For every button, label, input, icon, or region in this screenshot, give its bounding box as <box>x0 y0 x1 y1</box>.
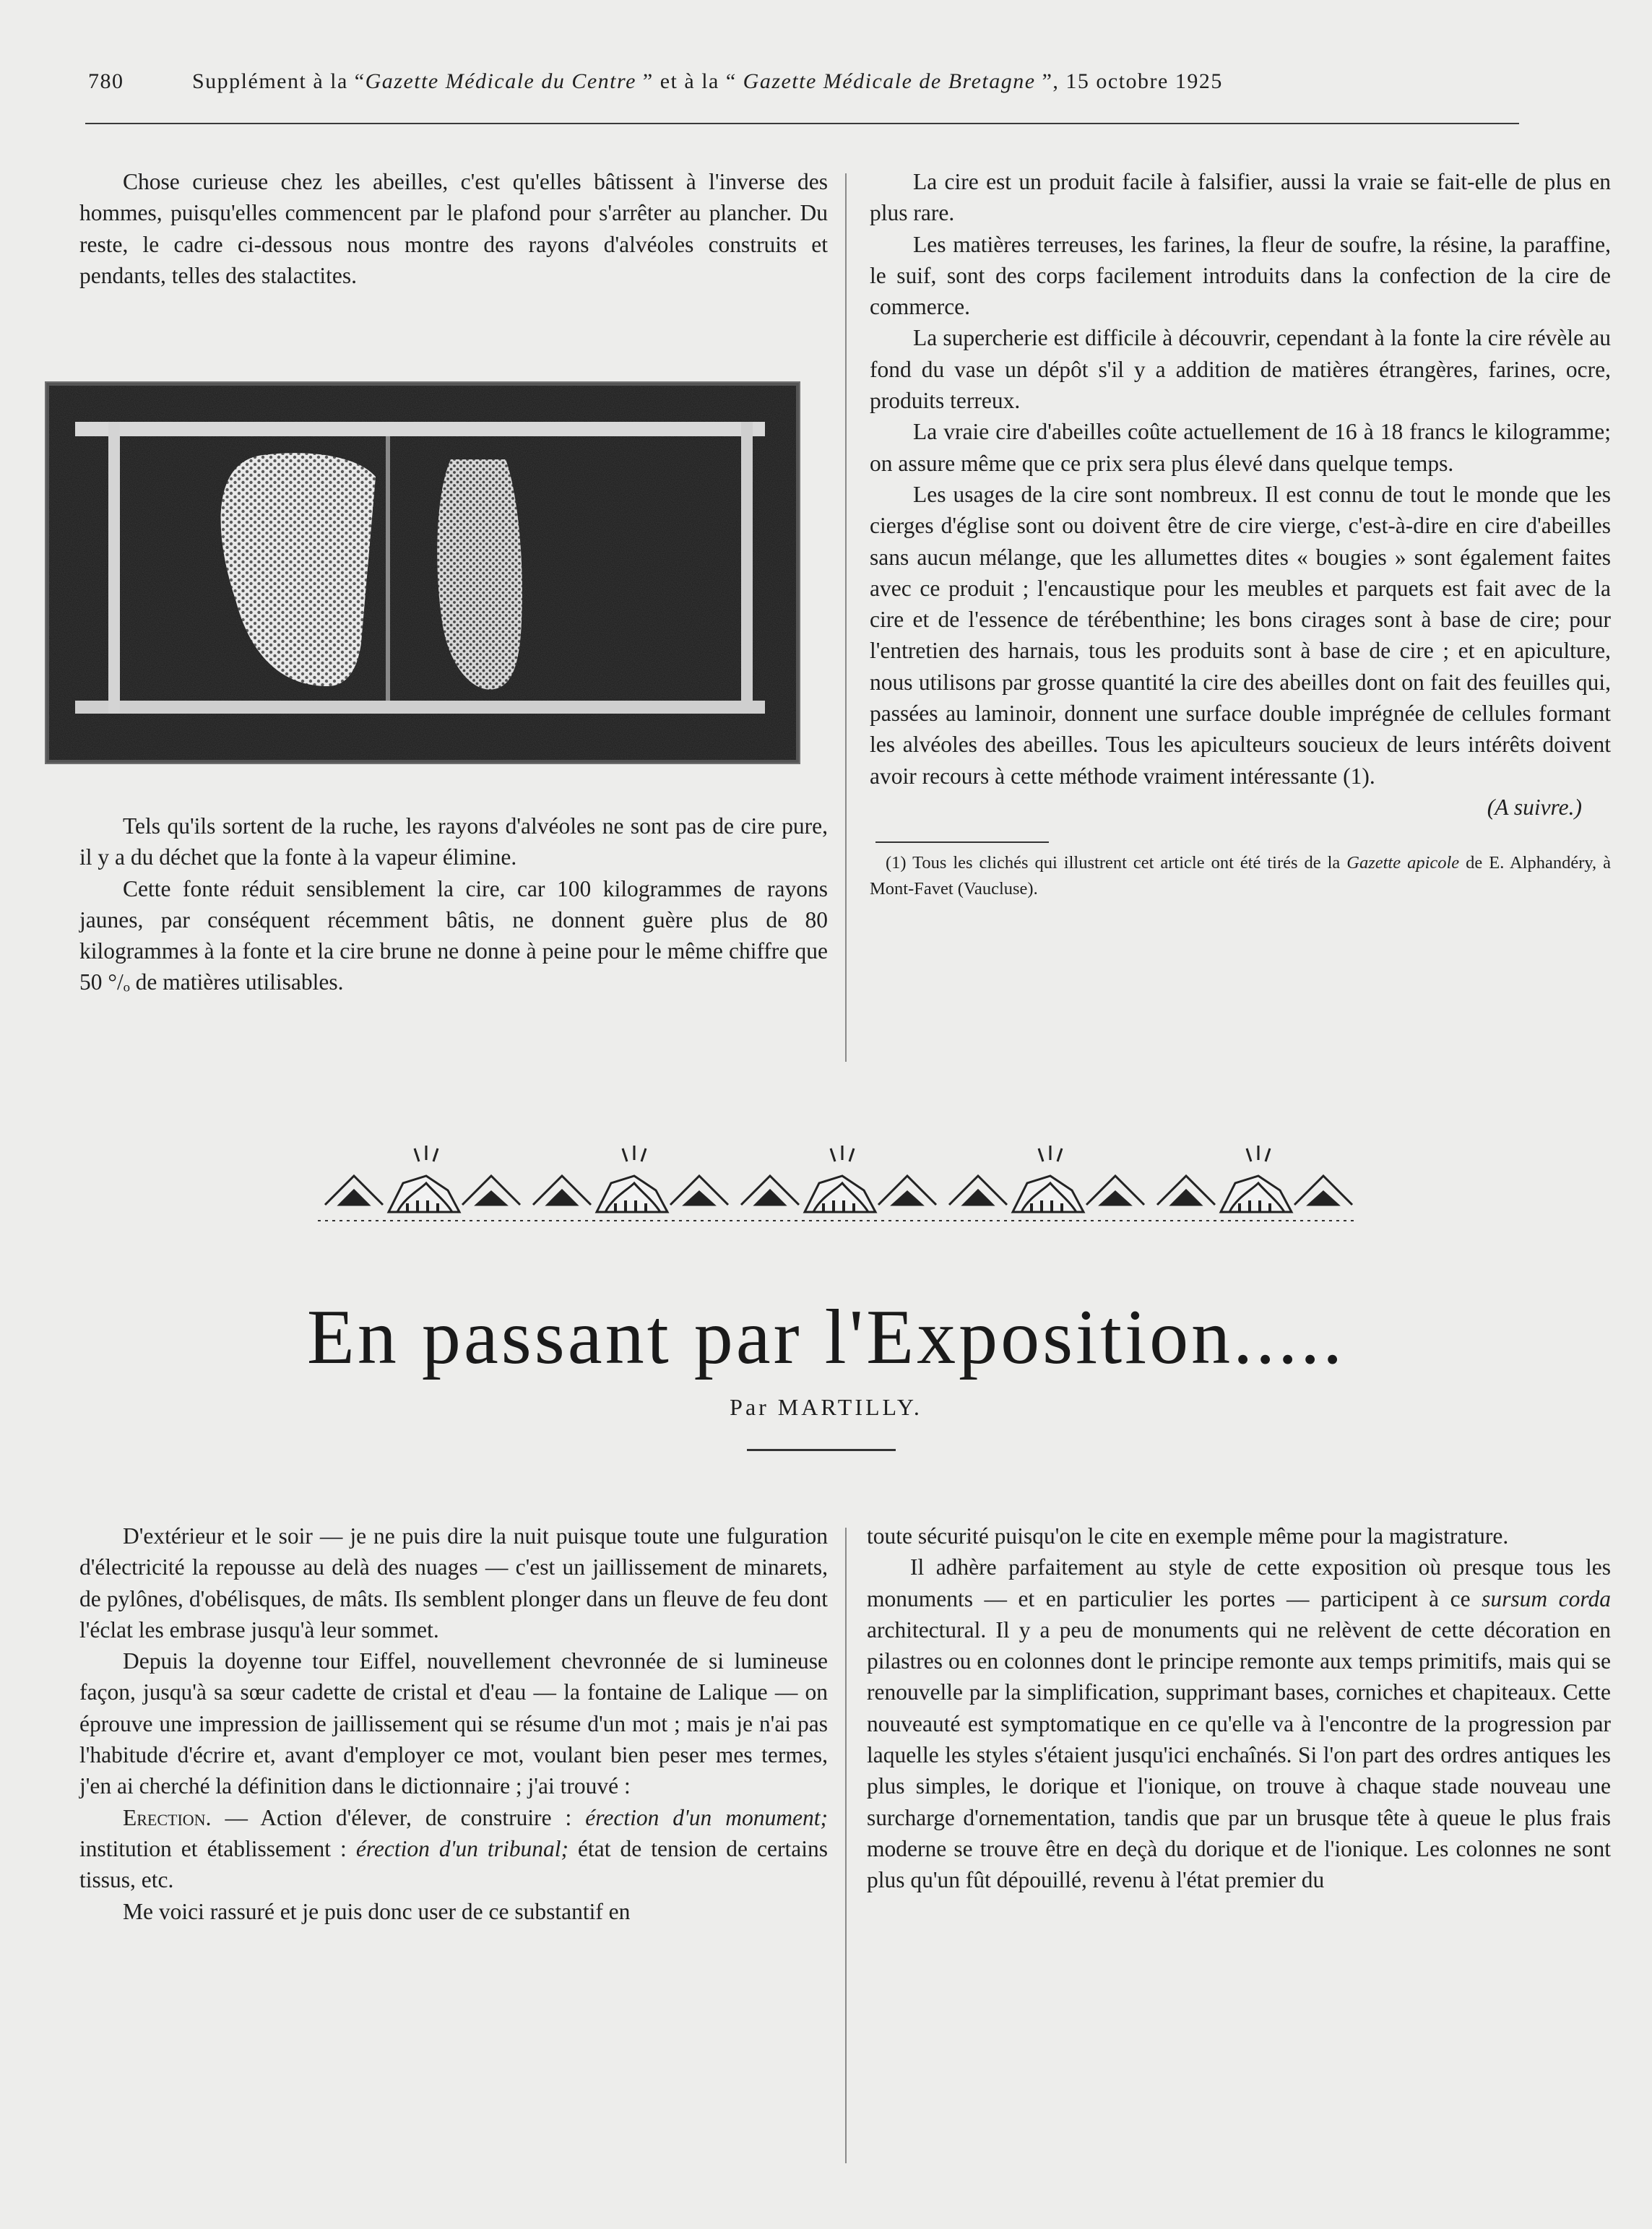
running-head-prefix: Supplément à la “ <box>192 69 366 93</box>
italic-phrase: sursum corda <box>1482 1585 1611 1611</box>
byline: Par MARTILLY. <box>730 1394 922 1420</box>
paragraph: Les matières terreuses, les farines, la fleur de soufre, la résine, la paraffine, le suif, sont des corps facilement introduits dans la confection de la cire de commerce. <box>870 231 1611 320</box>
footnote-journal: Gazette apicole <box>1346 853 1460 873</box>
paragraph: Cette fonte réduit sensiblement la cire, car 100 kilogrammes de rayons jaunes, par conséquent récemment bâtis, ne donnent guère plus de 80 kilogrammes à la fonte et la cire brune ne donne à peine pour le même chiffre que 50 °/ₒ de matières utilisables. <box>79 875 828 995</box>
page-number: 780 <box>88 69 124 93</box>
top-right-column <box>870 166 1611 902</box>
journal-name-2: Gazette Médicale de Bretagne <box>743 69 1036 93</box>
top-left-column-continued <box>79 810 828 998</box>
footnote <box>870 850 1611 902</box>
paragraph: toute sécurité puisqu'on le cite en exemple même pour la magistrature. <box>867 1523 1509 1549</box>
paragraph: La vraie cire d'abeilles coûte actuellement de 16 à 18 francs le kilogramme; on assure même que ce prix sera plus élevé dans quelque temps. <box>870 419 1611 476</box>
paragraph: D'extérieur et le soir — je ne puis dire la nuit puisque toute une fulguration d'électricité la repousse au delà des nuages — c'est un jaillissement de minarets, de pylônes, d'obélisques, de mâts. Ils semblent plonger dans un fleuve de feu dont l'éclat les embrase jusqu'à leur sommet. <box>79 1523 828 1642</box>
paragraph <box>867 1551 1611 1895</box>
paragraph: Me voici rassuré et je puis donc user de ce substantif en <box>123 1898 631 1924</box>
bottom-right-column <box>867 1520 1611 1896</box>
footnote-text-end: de E. Alphandéry, à Mont-Favet (Vaucluse). <box>870 853 1611 899</box>
column-divider <box>845 173 847 1062</box>
running-head-date: ”, 15 octobre 1925 <box>1035 69 1223 93</box>
article-title: En passant par l'Exposition..... <box>306 1294 1346 1380</box>
running-head <box>85 69 1519 105</box>
paragraph-text: Il adhère parfaitement au style de cette exposition où presque tous les monuments — et en particulier les portes — participent à ce <box>867 1554 1611 1611</box>
column-divider <box>845 1528 847 2163</box>
running-head-title <box>192 69 1223 94</box>
definition-text: institution et établissement : <box>79 1835 356 1861</box>
paragraph: Chose curieuse chez les abeilles, c'est qu'elles bâtissent à l'inverse des hommes, puisqu'elles commencent par le plafond pour s'arrêter au plancher. Du reste, le cadre ci-dessous nous montre des rayons d'alvéoles construits et pendants, telles des stalactites. <box>79 169 828 288</box>
to-be-continued: (A suivre.) <box>1487 794 1582 820</box>
definition-text: état de tension de certains tissus, etc. <box>79 1835 828 1893</box>
paragraph: La supercherie est difficile à découvrir, cependant à la fonte la cire révèle au fond du vase un dépôt s'il y a addition de matières étrangères, farines, ocre, produits terreux. <box>870 325 1611 414</box>
byline-rule <box>747 1449 896 1451</box>
footnote-text: (1) Tous les clichés qui illustrent cet article ont été tirés de la <box>886 853 1347 873</box>
running-head-middle: ” et à la “ <box>636 69 743 93</box>
paragraph: Les usages de la cire sont nombreux. Il est connu de tout le monde que les cierges d'église sont ou doivent être de cire vierge, c'est-à-dire en cire d'abeilles sans aucun mélange, que les allumettes dites « bougies » sont également faites avec ce produit ; l'encaustique pour les meubles et parquets est fait avec de la cire et de l'essence de térébenthine; les bons cirages sont à base de cire; pour l'entretien des harnais, tous les produits sont à base de cire ; et en apiculture, nous utilisons par grosse quantité la cire des abeilles dont on fait des feuilles qui, passées au laminoir, donnent une surface double imprégnée de cellules formant les alvéoles des abeilles. Tous les apiculteurs soucieux de leurs intérêts doivent avoir recours à cette méthode vraiment intéressante (1). <box>870 481 1611 789</box>
definition-paragraph <box>79 1802 828 1896</box>
bottom-left-column <box>79 1520 828 1927</box>
paragraph: Tels qu'ils sortent de la ruche, les rayons d'alvéoles ne sont pas de cire pure, il y a du déchet que la fonte à la vapeur élimine. <box>79 813 828 870</box>
definition-example: érection d'un monument; <box>585 1804 828 1830</box>
journal-name-1: Gazette Médicale du Centre <box>365 69 636 93</box>
bee-ornament-band <box>318 1133 1358 1234</box>
definition-term: Erection. <box>123 1804 212 1830</box>
footnote-rule <box>875 841 1049 843</box>
definition-example: érection d'un tribunal; <box>355 1835 568 1861</box>
honeycomb-frame-photo <box>45 381 800 764</box>
definition-text: — Action d'élever, de construire : <box>211 1804 586 1830</box>
top-left-column <box>79 166 828 291</box>
paragraph: La cire est un produit facile à falsifier, aussi la vraie se fait-elle de plus en plus rare. <box>870 169 1611 226</box>
honeycomb-photo-image <box>46 383 799 763</box>
paragraph-text: architectural. Il y a peu de monuments qui ne relèvent de cette décoration en pilastres ou en colonnes dont le principe remonte aux temps primitifs, mais qui se renouvelle par la simplification, supprimant bases, corniches et chapiteaux. Cette nouveauté est symptomatique en ce qu'elle va à l'encontre de la progression par laquelle les styles s'étaient jusqu'ici enchaînés. Si l'on part des ordres antiques les plus simples, le dorique et l'ionique, on trouve à chaque stade nouveau une surcharge d'ornementation, tandis que par un brusque tête à queue le plus frais moderne se trouve être en deçà du dorique et de l'ionique. Les colonnes ne sont plus qu'un fût dépouillé, revenu à l'état premier du <box>867 1616 1611 1893</box>
paragraph: Depuis la doyenne tour Eiffel, nouvellement chevronnée de si lumineuse façon, jusqu'à sa sœur cadette de cristal et d'eau — la fontaine de Lalique — on éprouve une impression de jaillissement qui se résume d'un mot ; mais je n'ai pas l'habitude d'écrire et, avant d'employer ce mot, voulant bien peser mes termes, j'en ai cherché la définition dans le dictionnaire ; j'ai trouvé : <box>79 1648 828 1799</box>
header-rule <box>85 123 1519 124</box>
